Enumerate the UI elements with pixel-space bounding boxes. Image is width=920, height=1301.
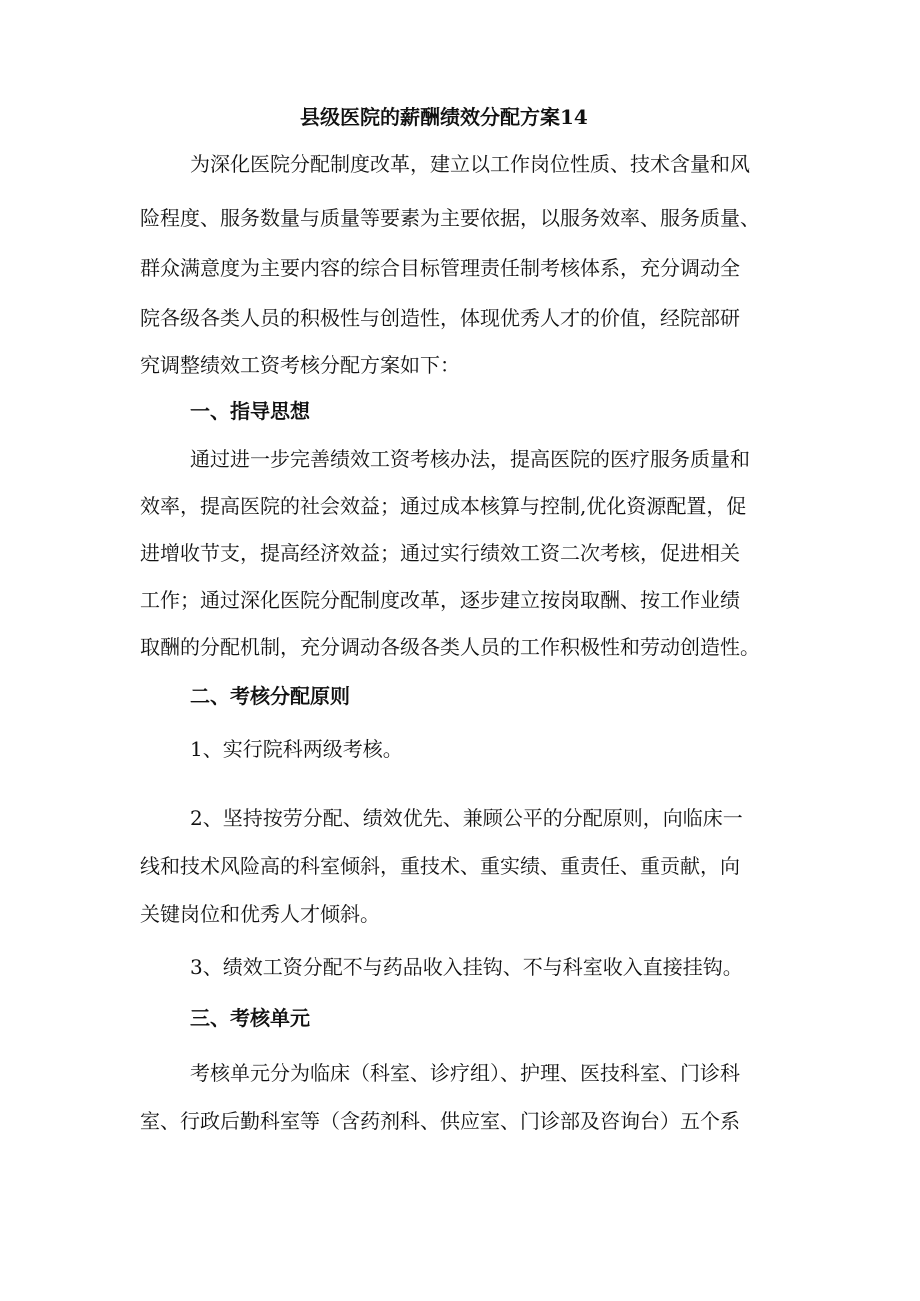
section2-item-2-line-2: 线和技术风险高的科室倾斜，重技术、重实绩、重责任、重贡献，向: [140, 854, 740, 878]
section2-item-2-line-1: 2、坚持按劳分配、绩效优先、兼顾公平的分配原则，向临床一: [190, 806, 743, 830]
intro-line-3: 群众满意度为主要内容的综合目标管理责任制考核体系，充分调动全: [140, 256, 740, 280]
page-title: 县级医院的薪酬绩效分配方案14: [300, 105, 588, 129]
section1-line-3: 进增收节支，提高经济效益；通过实行绩效工资二次考核，促进相关: [140, 541, 740, 565]
section1-line-5: 取酬的分配机制，充分调动各级各类人员的工作积极性和劳动创造性。: [140, 635, 760, 659]
intro-line-1: 为深化医院分配制度改革，建立以工作岗位性质、技术含量和风: [190, 152, 750, 176]
intro-line-4: 院各级各类人员的积极性与创造性，体现优秀人才的价值，经院部研: [140, 306, 740, 330]
section1-line-1: 通过进一步完善绩效工资考核办法，提高医院的医疗服务质量和: [190, 447, 750, 471]
section-heading-3: 三、考核单元: [190, 1006, 310, 1030]
section-heading-2: 二、考核分配原则: [190, 684, 350, 708]
section2-item-1: 1、实行院科两级考核。: [190, 737, 403, 761]
section2-item-2-line-3: 关键岗位和优秀人才倾斜。: [140, 902, 380, 926]
section1-line-2: 效率，提高医院的社会效益；通过成本核算与控制,优化资源配置，促: [140, 494, 747, 518]
section1-line-4: 工作；通过深化医院分配制度改革，逐步建立按岗取酬、按工作业绩: [140, 588, 740, 612]
section3-line-1: 考核单元分为临床（科室、诊疗组）、护理、医技科室、门诊科: [190, 1061, 740, 1085]
section2-item-3: 3、绩效工资分配不与药品收入挂钩、不与科室收入直接挂钩。: [190, 955, 743, 979]
section3-line-2: 室、行政后勤科室等（含药剂科、供应室、门诊部及咨询台）五个系: [140, 1109, 740, 1133]
intro-line-2: 险程度、服务数量与质量等要素为主要依据，以服务效率、服务质量、: [140, 206, 760, 230]
section-heading-1: 一、指导思想: [190, 399, 310, 423]
intro-line-5: 究调整绩效工资考核分配方案如下：: [140, 353, 460, 377]
